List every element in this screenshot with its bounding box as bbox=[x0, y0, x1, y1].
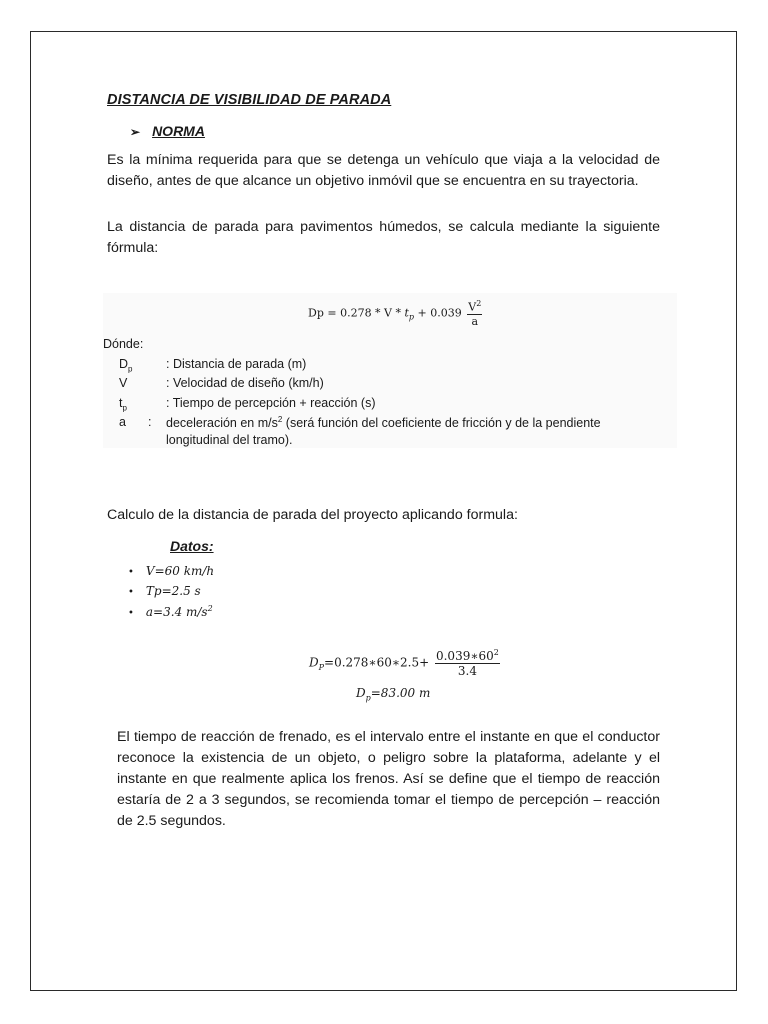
eq-num-text: 0.039∗60 bbox=[435, 649, 494, 663]
formula-tp-sub: p bbox=[408, 312, 415, 322]
list-item bbox=[128, 604, 214, 624]
eq-expression: =0.278∗60∗2.5+ bbox=[324, 655, 430, 670]
definition-description bbox=[166, 415, 601, 430]
definition-continuation: longitudinal del tramo). bbox=[166, 433, 293, 447]
list-item bbox=[128, 584, 214, 604]
definition-description: : Distancia de parada (m) bbox=[166, 357, 307, 371]
symbol-sub: p bbox=[128, 364, 133, 374]
reaction-time-paragraph: El tiempo de reacción de frenado, es el intervalo entre el instante en que el conductor reconoce la existencia de un objeto, o peligro sobre la plataforma, adelante y el instante en que realmente aplica los frenos. Así se define que el tiempo de reacción estaría de 2 a 3 segundos, se recomienda tomar el tiempo de percepción – reacción de 2.5 segundos. bbox=[117, 729, 660, 829]
subsection-label: NORMA bbox=[152, 123, 205, 139]
definition-row-a bbox=[0, 415, 768, 433]
datos-heading: Datos: bbox=[170, 538, 214, 554]
datum-speed: V=60 km/h bbox=[145, 564, 215, 578]
eq-lhs-sub: P bbox=[318, 662, 325, 672]
arrow-bullet-icon: ➢ bbox=[130, 125, 141, 139]
definition-row-dp bbox=[0, 357, 768, 375]
eq-num-sup: 2 bbox=[493, 648, 499, 657]
formula-denominator: a bbox=[471, 314, 479, 328]
definition-row-v bbox=[0, 376, 768, 394]
definitions-label: Dónde: bbox=[103, 337, 144, 351]
formula-fraction bbox=[467, 299, 482, 328]
bullet-icon: • bbox=[128, 608, 134, 619]
datum-deceleration: a=3.4 m/s bbox=[145, 605, 208, 619]
definition-description: : Tiempo de percepción + reacción (s) bbox=[166, 396, 376, 410]
formula-mid: + 0.039 bbox=[414, 306, 462, 320]
result-value: =83.00 m bbox=[370, 686, 431, 700]
definition-symbol bbox=[119, 357, 132, 374]
datum-sup: 2 bbox=[207, 604, 213, 613]
bullet-icon: • bbox=[128, 587, 134, 598]
definition-description: : Velocidad de diseño (km/h) bbox=[166, 376, 324, 390]
eq-numerator bbox=[435, 648, 500, 664]
result-sub: p bbox=[365, 693, 371, 703]
definition-symbol bbox=[119, 376, 127, 390]
formula-numerator bbox=[467, 299, 482, 315]
formula-intro-paragraph: La distancia de parada para pavimentos húmedos, se calcula mediante la siguiente fórmula: bbox=[107, 219, 660, 256]
eq-fraction bbox=[435, 648, 500, 678]
eq-lhs: D bbox=[309, 655, 319, 670]
calculation-result bbox=[356, 686, 430, 702]
result-symbol: D bbox=[356, 686, 366, 700]
formula-num-v: V bbox=[468, 300, 477, 314]
desc-part-2: (será función del coeficiente de fricción y de la pendiente bbox=[282, 416, 601, 431]
formula-lhs: Dp = 0.278 * V * bbox=[308, 306, 405, 320]
symbol-letter: t bbox=[119, 396, 123, 410]
symbol-letter: D bbox=[119, 357, 129, 371]
definition-symbol bbox=[119, 396, 127, 413]
desc-part-1: deceleración en m/s bbox=[166, 416, 278, 431]
section-title: DISTANCIA DE VISIBILIDAD DE PARADA bbox=[107, 92, 392, 108]
calculation-intro: Calculo de la distancia de parada del proyecto aplicando formula: bbox=[107, 507, 518, 523]
stopping-distance-formula bbox=[308, 299, 482, 328]
formula-tp: t bbox=[404, 306, 409, 320]
list-item bbox=[128, 564, 214, 584]
subsection-heading bbox=[130, 123, 205, 139]
calculation-equation bbox=[309, 648, 500, 678]
definition-row-tp bbox=[0, 396, 768, 414]
desc-sup: 2 bbox=[277, 415, 283, 424]
definition-colon: : bbox=[148, 415, 152, 429]
definition-paragraph: Es la mínima requerida para que se detenga un vehículo que viaja a la velocidad de diseño, antes de que alcance un objetivo inmóvil que se encuentra en su trayectoria. bbox=[107, 152, 660, 189]
bullet-icon: • bbox=[128, 567, 134, 578]
symbol-sub: p bbox=[122, 403, 127, 413]
symbol-letter: V bbox=[119, 376, 128, 390]
eq-denominator: 3.4 bbox=[457, 664, 477, 678]
formula-num-sup: 2 bbox=[476, 299, 482, 308]
datum-time: Tp=2.5 s bbox=[145, 584, 201, 598]
definition-symbol: a bbox=[119, 415, 126, 429]
data-list bbox=[128, 564, 214, 624]
